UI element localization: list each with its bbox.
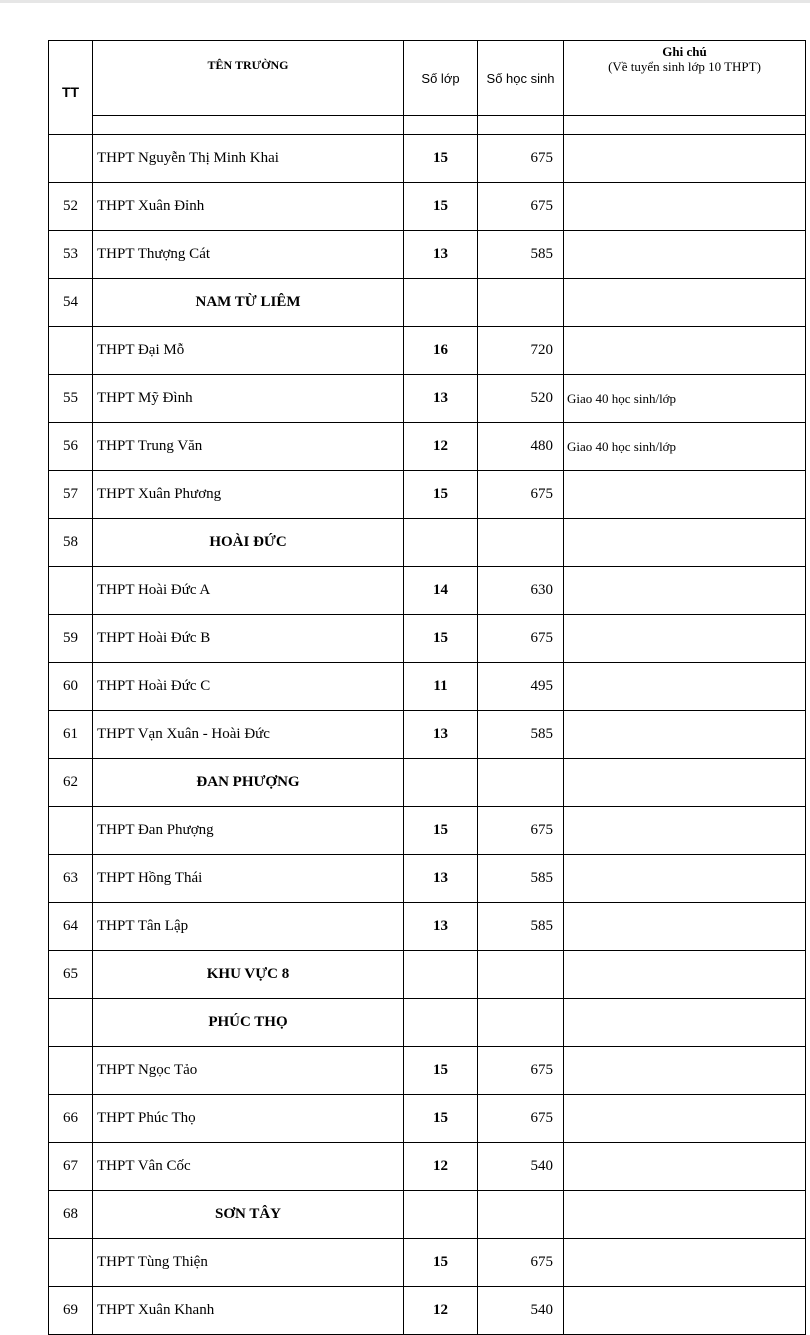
table-row	[49, 1095, 806, 1143]
group-title: ĐAN PHƯỢNG	[93, 759, 404, 807]
class-count: 15	[404, 183, 478, 231]
table-row	[49, 807, 806, 855]
note	[564, 1095, 806, 1143]
school-name: THPT Nguyễn Thị Minh Khai	[93, 135, 404, 183]
header-class-count: Số lớp	[404, 41, 478, 116]
table-row	[49, 231, 806, 279]
row-number: 62	[49, 759, 93, 807]
class-count: 16	[404, 327, 478, 375]
note	[564, 279, 806, 327]
group-row	[49, 759, 806, 807]
table-row	[49, 423, 806, 471]
header-note-subtitle: (Về tuyển sinh lớp 10 THPT)	[608, 59, 761, 74]
class-count	[404, 951, 478, 999]
header-student-count: Số học sinh	[478, 41, 564, 116]
school-name: THPT Xuân Khanh	[93, 1287, 404, 1335]
school-name: THPT Hoài Đức B	[93, 615, 404, 663]
class-count: 15	[404, 1095, 478, 1143]
row-number: 65	[49, 951, 93, 999]
class-count	[404, 1191, 478, 1239]
note: Giao 40 học sinh/lớp	[564, 375, 806, 423]
school-name: THPT Đan Phượng	[93, 807, 404, 855]
class-count: 14	[404, 567, 478, 615]
row-number	[49, 567, 93, 615]
student-count: 585	[478, 903, 564, 951]
student-count	[478, 999, 564, 1047]
table-row	[49, 327, 806, 375]
table-body	[49, 41, 806, 1335]
student-count: 675	[478, 135, 564, 183]
table-row	[49, 1287, 806, 1335]
table-row	[49, 135, 806, 183]
row-number: 60	[49, 663, 93, 711]
row-number	[49, 135, 93, 183]
class-count: 15	[404, 615, 478, 663]
student-count: 585	[478, 711, 564, 759]
class-count: 13	[404, 903, 478, 951]
student-count: 675	[478, 471, 564, 519]
table-row	[49, 711, 806, 759]
class-count: 12	[404, 1143, 478, 1191]
note	[564, 1191, 806, 1239]
student-count	[478, 519, 564, 567]
note	[564, 135, 806, 183]
table-row	[49, 471, 806, 519]
note	[564, 519, 806, 567]
header-note	[564, 41, 806, 116]
student-count: 675	[478, 615, 564, 663]
student-count: 675	[478, 807, 564, 855]
row-number	[49, 1047, 93, 1095]
school-name: THPT Vạn Xuân - Hoài Đức	[93, 711, 404, 759]
school-name: THPT Mỹ Đình	[93, 375, 404, 423]
class-count: 13	[404, 855, 478, 903]
school-name: THPT Vân Cốc	[93, 1143, 404, 1191]
class-count: 15	[404, 1047, 478, 1095]
note	[564, 615, 806, 663]
student-count: 480	[478, 423, 564, 471]
class-count: 12	[404, 423, 478, 471]
group-row	[49, 519, 806, 567]
note	[564, 231, 806, 279]
school-name: THPT Tân Lập	[93, 903, 404, 951]
student-count: 585	[478, 855, 564, 903]
row-number: 56	[49, 423, 93, 471]
note	[564, 1143, 806, 1191]
class-count	[404, 279, 478, 327]
note	[564, 855, 806, 903]
student-count: 540	[478, 1287, 564, 1335]
school-name: THPT Phúc Thọ	[93, 1095, 404, 1143]
table-row	[49, 615, 806, 663]
table-row	[49, 855, 806, 903]
student-count: 675	[478, 183, 564, 231]
note	[564, 471, 806, 519]
class-count: 15	[404, 807, 478, 855]
group-title: SƠN TÂY	[93, 1191, 404, 1239]
school-name: THPT Xuân Phương	[93, 471, 404, 519]
school-name: THPT Tùng Thiện	[93, 1239, 404, 1287]
row-number	[49, 327, 93, 375]
class-count: 15	[404, 135, 478, 183]
header-spacer-row	[49, 116, 806, 135]
note	[564, 711, 806, 759]
student-count: 520	[478, 375, 564, 423]
table-row	[49, 663, 806, 711]
note	[564, 999, 806, 1047]
student-count: 675	[478, 1239, 564, 1287]
student-count	[478, 759, 564, 807]
class-count: 13	[404, 375, 478, 423]
spacer-cell	[564, 116, 806, 135]
school-name: THPT Đại Mỗ	[93, 327, 404, 375]
row-number: 69	[49, 1287, 93, 1335]
row-number: 54	[49, 279, 93, 327]
table-row	[49, 1047, 806, 1095]
student-count	[478, 951, 564, 999]
class-count: 13	[404, 231, 478, 279]
note	[564, 903, 806, 951]
spacer-cell	[478, 116, 564, 135]
row-number: 61	[49, 711, 93, 759]
row-number	[49, 807, 93, 855]
row-number: 64	[49, 903, 93, 951]
school-name: THPT Hồng Thái	[93, 855, 404, 903]
note	[564, 327, 806, 375]
student-count: 585	[478, 231, 564, 279]
class-count: 13	[404, 711, 478, 759]
table-row	[49, 183, 806, 231]
note	[564, 663, 806, 711]
row-number: 57	[49, 471, 93, 519]
table-row	[49, 1143, 806, 1191]
page-top-border	[0, 0, 810, 3]
school-quota-table	[48, 40, 806, 1335]
row-number: 63	[49, 855, 93, 903]
class-count: 11	[404, 663, 478, 711]
note	[564, 807, 806, 855]
school-name: THPT Hoài Đức A	[93, 567, 404, 615]
row-number: 67	[49, 1143, 93, 1191]
group-row	[49, 1191, 806, 1239]
class-count: 12	[404, 1287, 478, 1335]
row-number: 52	[49, 183, 93, 231]
student-count: 540	[478, 1143, 564, 1191]
row-number: 58	[49, 519, 93, 567]
note	[564, 951, 806, 999]
class-count	[404, 759, 478, 807]
header-row	[49, 41, 806, 116]
group-title: HOÀI ĐỨC	[93, 519, 404, 567]
class-count: 15	[404, 1239, 478, 1287]
note	[564, 1047, 806, 1095]
student-count	[478, 279, 564, 327]
note	[564, 759, 806, 807]
row-number: 53	[49, 231, 93, 279]
school-name: THPT Trung Văn	[93, 423, 404, 471]
row-number: 55	[49, 375, 93, 423]
table-row	[49, 1239, 806, 1287]
school-name: THPT Thượng Cát	[93, 231, 404, 279]
school-name: THPT Hoài Đức C	[93, 663, 404, 711]
row-number: 68	[49, 1191, 93, 1239]
group-title: PHÚC THỌ	[93, 999, 404, 1047]
row-number: 66	[49, 1095, 93, 1143]
note	[564, 1287, 806, 1335]
group-row	[49, 999, 806, 1047]
header-note-title: Ghi chú	[662, 44, 707, 59]
group-row	[49, 279, 806, 327]
note	[564, 1239, 806, 1287]
header-school-name: TÊN TRƯỜNG	[93, 41, 404, 116]
class-count: 15	[404, 471, 478, 519]
table-row	[49, 903, 806, 951]
header-tt: TT	[49, 41, 93, 135]
note	[564, 183, 806, 231]
student-count: 495	[478, 663, 564, 711]
note	[564, 567, 806, 615]
student-count: 675	[478, 1095, 564, 1143]
group-row	[49, 951, 806, 999]
school-name: THPT Xuân Đỉnh	[93, 183, 404, 231]
table-row	[49, 375, 806, 423]
student-count: 630	[478, 567, 564, 615]
class-count	[404, 999, 478, 1047]
group-title: KHU VỰC 8	[93, 951, 404, 999]
table-row	[49, 567, 806, 615]
note: Giao 40 học sinh/lớp	[564, 423, 806, 471]
class-count	[404, 519, 478, 567]
row-number	[49, 999, 93, 1047]
row-number	[49, 1239, 93, 1287]
student-count: 675	[478, 1047, 564, 1095]
student-count	[478, 1191, 564, 1239]
group-title: NAM TỪ LIÊM	[93, 279, 404, 327]
school-name: THPT Ngọc Tảo	[93, 1047, 404, 1095]
row-number: 59	[49, 615, 93, 663]
student-count: 720	[478, 327, 564, 375]
spacer-cell	[404, 116, 478, 135]
spacer-cell	[93, 116, 404, 135]
